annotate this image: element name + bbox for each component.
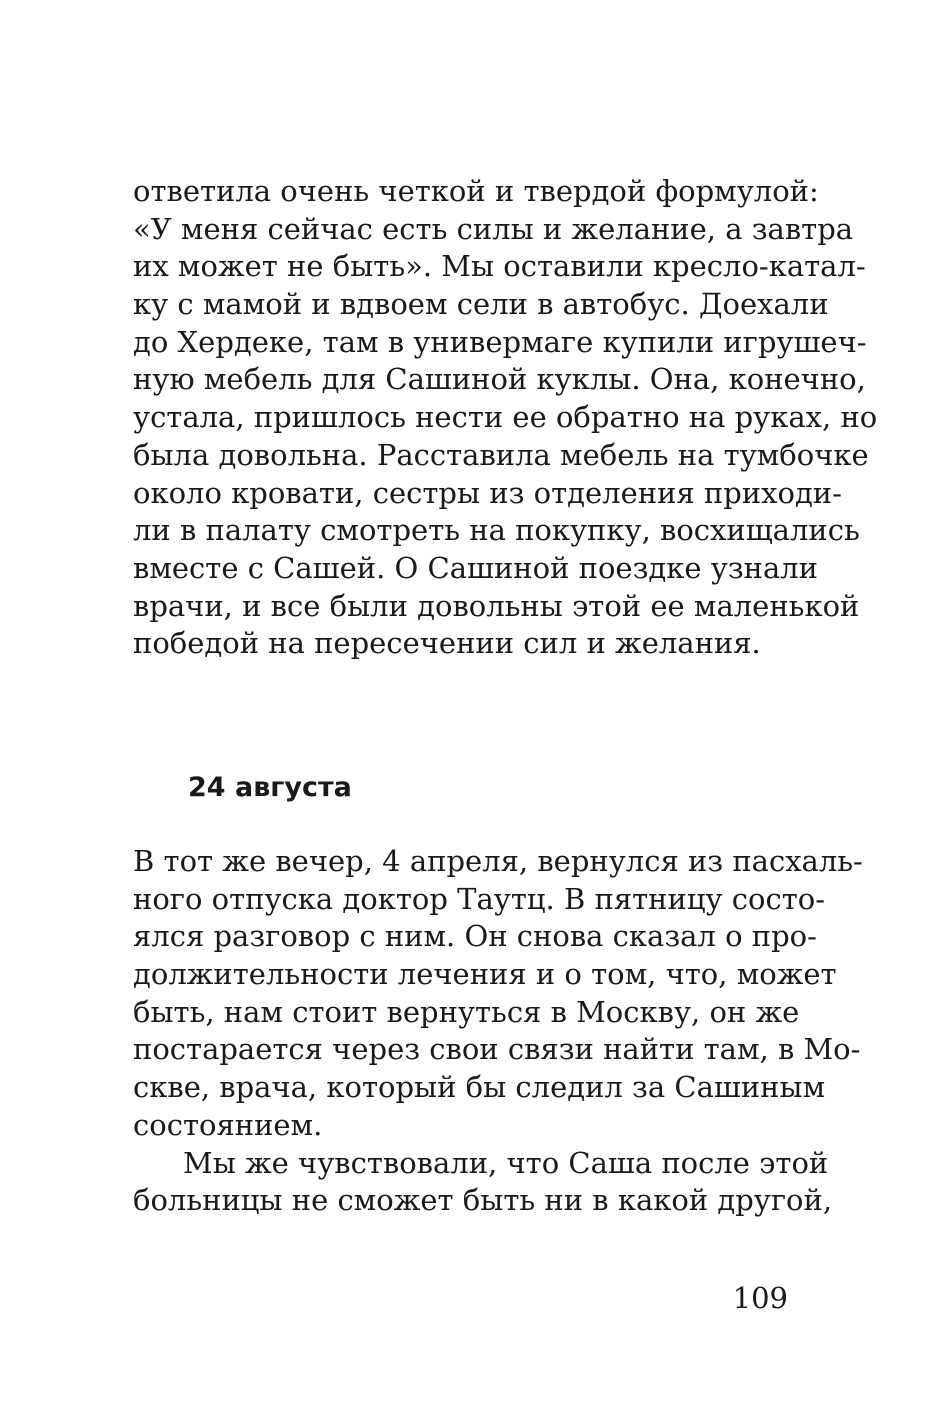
section-heading: 24 августа <box>188 772 352 803</box>
text-line: около кровати, сестры из отделения приходи- <box>133 475 842 510</box>
page-number: 109 <box>732 1281 788 1315</box>
paragraph-2 <box>133 843 863 1220</box>
text-line: Мы же чувствовали, что Саша после этой <box>183 1145 829 1180</box>
text-line: «У меня сейчас есть силы и желание, а завтра <box>133 211 854 246</box>
text-line: ку с мамой и вдвоем сели в автобус. Доехали <box>133 287 829 322</box>
text-line: должительности лечения и о том, что, может <box>133 957 837 992</box>
text-line: ного отпуска доктор Таутц. В пятницу состо- <box>133 881 826 916</box>
text-line: ную мебель для Сашиной куклы. Она, конечно, <box>133 362 866 397</box>
text-line: ответила очень четкой и твердой формулой: <box>133 174 819 208</box>
text-line: до Хердеке, там в универмаге купили игрушеч- <box>133 324 867 359</box>
text-line: скве, врача, который бы следил за Сашиным <box>133 1070 826 1105</box>
text-line: победой на пересечении сил и желания. <box>133 626 761 661</box>
paragraph-1 <box>133 173 878 663</box>
text-line: ялся разговор с ним. Он снова сказал о про- <box>133 919 817 954</box>
text-line: постарается через свои связи найти там, в Мо- <box>133 1032 861 1067</box>
text-line: устала, пришлось нести ее обратно на руках, но <box>133 400 878 435</box>
text-line: их может не быть». Мы оставили кресло-катал- <box>133 249 866 284</box>
text-line: врачи, и все были довольны этой ее маленькой <box>133 588 860 623</box>
text-line: быть, нам стоит вернуться в Москву, он же <box>133 994 800 1029</box>
text-line: состоянием. <box>133 1107 323 1142</box>
text-line: В тот же вечер, 4 апреля, вернулся из пасхаль- <box>133 844 863 878</box>
text-line: была довольна. Расставила мебель на тумбочке <box>133 437 869 472</box>
text-line: ли в палату смотреть на покупку, восхищались <box>133 513 860 548</box>
text-line: больницы не сможет быть ни в какой другой, <box>133 1183 833 1218</box>
text-line: вместе с Сашей. О Сашиной поездке узнали <box>133 550 819 585</box>
